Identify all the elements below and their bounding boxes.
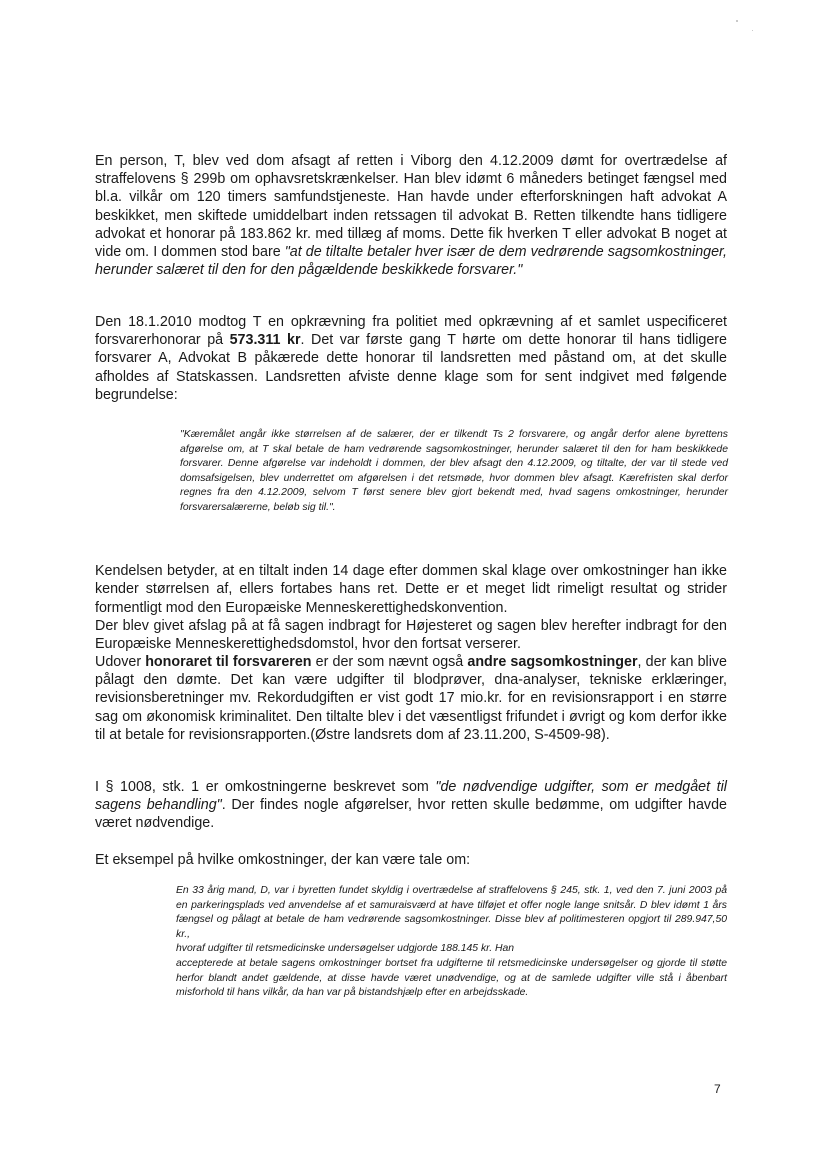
paragraph-other-costs xyxy=(95,653,727,744)
paragraph-ruling-consequence xyxy=(95,544,727,653)
paragraph-text: er der som nævnt også xyxy=(311,654,468,670)
page-number: 7 xyxy=(714,1082,721,1096)
paragraph-text: , der kan blive pålagt den dømte. Det kan være udgifter til blodprøver, dna-analyser, tekniske erklæringer, revisionsberetninger mv. Rekordudgiften er vist godt 17 mio.kr. for en revisionsrapport i en større sag om økonomisk kriminalitet. Den tiltalte blev i det væsentligst frifundet i øvrigt og kom derfor ikke til at betale for revisionsrapporten.(Østre landsrets dom af 23.11.200, S-4509-98). xyxy=(95,654,727,743)
paragraph-italic-quote: "de nødvendige udgifter, som er medgået til sagens behandling" xyxy=(95,779,727,814)
paragraph-text: Et eksempel på hvilke omkostninger, der kan være tale om: xyxy=(95,852,471,868)
paragraph-text: En person, T, blev ved dom afsagt af retten i Viborg den 4.12.2009 dømt for overtrædelse af straffelovens § 299b om ophavsretskrænkelser. Han blev idømt 6 måneders betinget fængsel med bl.a. vilkår om 120 timers samfundstjeneste. Han havde under efterforskningen haft advokat A beskikket, men skiftede umiddelbart inden retssagen til advokat B. Retten tilkendte hans tidligere advokat et honorar på 183.862 kr. med tillæg af moms. Dette fik hverken T eller advokat B noget at vide om. I dommen stod bare xyxy=(95,153,727,261)
blockquote-court-reasoning: "Kæremålet angår ikke størrelsen af de salærer, der er tilkendt Ts 2 forsvarere, og angår derfor alene byrettens afgørelse om, at T skal betale de ham vedrørende sagsomkostninger, herunder salæret til den for ham beskikkede forsvarer. Denne afgørelse var indeholdt i dommen, der blev afsagt den 4.12.2009, og tiltalte, der var til stede ved domsafsigelsen, blev underrettet om afgørelsen i det retsmøde, hvor dommen blev afsagt. Kærefristen skal derfor regnes fra den 4.12.2009, selvom T først senere blev gjort bekendt med, hvad sagens omkostninger, herunder forsvarersalærerne, beløb sig til.". xyxy=(180,429,728,513)
paragraph-text: Kendelsen betyder, at en tiltalt inden 14 dage efter dommen skal klage over omkostninger han ikke kender størrelsen af, ellers fortabes hans ret. Dette er et meget lidt rimeligt resultat og strider formentligt mod den Europæiske Menneskerettighedskonvention. Der blev givet afslag på at få sagen indbragt for Højesteret og sagen blev herefter indbragt for den Europæiske Menneskerettighedsdomstol, hvor den fortsat verserer. xyxy=(95,563,727,653)
paragraph-bold-term: andre sagsomkostninger xyxy=(467,654,638,670)
paragraph-section-1008 xyxy=(95,778,727,833)
paragraph-text: Den 18.1.2010 modtog T en opkrævning fra politiet med opkrævning af et samlet uspecificeret forsvarerhonorar på xyxy=(95,314,727,349)
paragraph-case-intro xyxy=(95,152,727,279)
paragraph-italic-quote: "at de tiltalte betaler hver især de dem vedrørende sagsomkostninger, herunder salæret til den for den pågældende beskikkede forsvarer." xyxy=(95,244,727,279)
paragraph-example-intro xyxy=(95,851,727,869)
paragraph-text: Udover xyxy=(95,654,146,670)
paragraph-text: . Det var første gang T hørte om dette honorar til hans tidligere forsvarer A, Advokat B påkærede dette honorar til landsretten med påstand om, at det skulle afholdes af Statskassen. Landsretten afviste denne klage som for sent indgivet med følgende begrundelse: xyxy=(95,332,727,403)
blockquote-example-case: En 33 årig mand, D, var i byretten fundet skyldig i overtrædelse af straffelovens § 245, stk. 1, ved den 7. juni 2003 på en parkeringsplads ved anvendelse af et samuraisværd at have tilføjet et offer nogle lange snitsår. D blev idømt 1 års fængsel og pålagt at betale de ham vedrørende sagsomkostninger. Disse blev af politimesteren opgjort til 289.947,50 kr., hvoraf udgifter til retsmedicinske undersøgelser udgjorde 188.145 kr. Han accepterede at betale sagens omkostninger bortset fra udgifterne til retsmedicinske undersøgelser og gjorde til støtte herfor blandt andet gældende, at disse havde været unødvendige, og at de samlede udgifter ville stå i åbenbart misforhold til hans vilkår, da han var på bistandshjælp efter en arbejdsskade. xyxy=(176,885,727,999)
paragraph-bold-amount: 573.311 kr xyxy=(229,332,301,349)
paragraph-text: . Der findes nogle afgørelser, hvor retten skulle bedømme, om udgifter havde været nødvendige. xyxy=(95,797,727,832)
paragraph-fee-claim xyxy=(95,313,727,404)
scan-speck xyxy=(752,30,753,31)
paragraph-bold-term: honoraret til forsvareren xyxy=(145,654,312,670)
paragraph-text: I § 1008, stk. 1 er omkostningerne beskrevet som xyxy=(95,779,436,795)
scan-speck xyxy=(736,20,738,22)
